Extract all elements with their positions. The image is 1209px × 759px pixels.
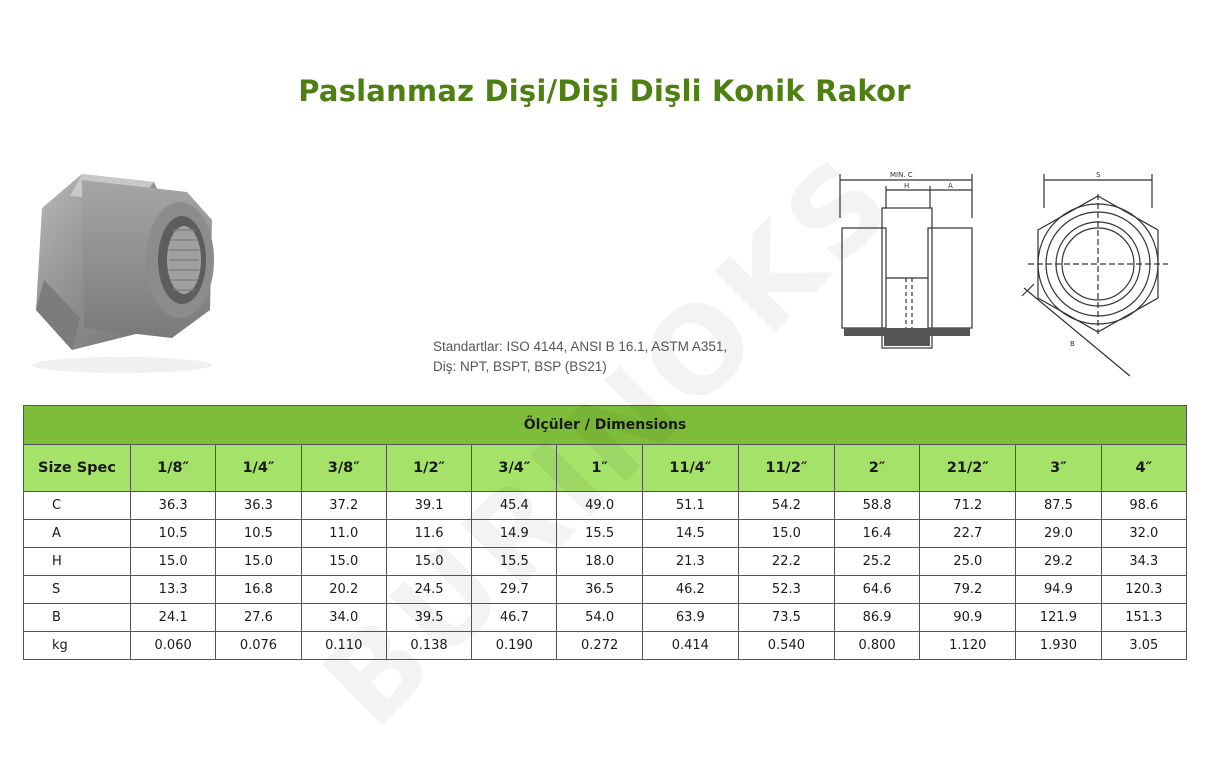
page-title: Paslanmaz Dişi/Dişi Dişli Konik Rakor (298, 74, 911, 108)
row-label: B (24, 604, 131, 632)
table-cell: 34.0 (301, 604, 386, 632)
table-row (24, 604, 1187, 632)
table-cell: 18.0 (557, 548, 642, 576)
table-cell: 15.5 (557, 520, 642, 548)
table-cell: 0.190 (472, 632, 557, 660)
table-cell: 10.5 (216, 520, 301, 548)
size-header: 3/4″ (472, 445, 557, 492)
b-label: B (1070, 340, 1075, 348)
table-cell: 34.3 (1101, 548, 1186, 576)
table-cell: 39.5 (386, 604, 471, 632)
table-cell: 49.0 (557, 492, 642, 520)
table-cell: 11.0 (301, 520, 386, 548)
table-cell: 79.2 (920, 576, 1016, 604)
table-row (24, 492, 1187, 520)
table-cell: 16.8 (216, 576, 301, 604)
table-cell: 10.5 (131, 520, 216, 548)
table-cell: 0.414 (642, 632, 738, 660)
table-cell: 0.138 (386, 632, 471, 660)
table-cell: 0.060 (131, 632, 216, 660)
size-header: 11/4″ (642, 445, 738, 492)
table-cell: 0.800 (834, 632, 919, 660)
size-header: 1/8″ (131, 445, 216, 492)
table-cell: 22.7 (920, 520, 1016, 548)
table-cell: 73.5 (738, 604, 834, 632)
table-cell: 0.540 (738, 632, 834, 660)
size-header: 11/2″ (738, 445, 834, 492)
table-cell: 36.5 (557, 576, 642, 604)
table-cell: 16.4 (834, 520, 919, 548)
table-caption: Ölçüler / Dimensions (24, 406, 1187, 445)
table-row (24, 548, 1187, 576)
thread-types-line: Diş: NPT, BSPT, BSP (BS21) (433, 359, 607, 374)
table-cell: 15.5 (472, 548, 557, 576)
table-cell: 36.3 (131, 492, 216, 520)
table-cell: 32.0 (1101, 520, 1186, 548)
s-label: S (1096, 171, 1101, 179)
row-label: S (24, 576, 131, 604)
table-cell: 63.9 (642, 604, 738, 632)
table-cell: 21.3 (642, 548, 738, 576)
size-header: 1/4″ (216, 445, 301, 492)
min-c-label: MIN. C (890, 171, 913, 179)
table-cell: 46.7 (472, 604, 557, 632)
table-cell: 71.2 (920, 492, 1016, 520)
table-cell: 11.6 (386, 520, 471, 548)
table-cell: 15.0 (131, 548, 216, 576)
table-cell: 3.05 (1101, 632, 1186, 660)
table-cell: 20.2 (301, 576, 386, 604)
table-cell: 52.3 (738, 576, 834, 604)
size-header: 3/8″ (301, 445, 386, 492)
table-cell: 90.9 (920, 604, 1016, 632)
dimensions-table (23, 405, 1187, 660)
table-cell: 24.5 (386, 576, 471, 604)
table-cell: 15.0 (738, 520, 834, 548)
h-label: H (904, 182, 910, 190)
table-cell: 54.2 (738, 492, 834, 520)
table-cell: 45.4 (472, 492, 557, 520)
table-cell: 13.3 (131, 576, 216, 604)
table-cell: 25.2 (834, 548, 919, 576)
table-row (24, 576, 1187, 604)
size-header: 21/2″ (920, 445, 1016, 492)
table-cell: 15.0 (386, 548, 471, 576)
table-cell: 36.3 (216, 492, 301, 520)
standards-text (433, 337, 727, 377)
table-cell: 64.6 (834, 576, 919, 604)
row-label: kg (24, 632, 131, 660)
table-body (24, 492, 1187, 660)
table-cell: 0.110 (301, 632, 386, 660)
table-cell: 94.9 (1016, 576, 1101, 604)
product-photo (22, 160, 222, 380)
table-cell: 151.3 (1101, 604, 1186, 632)
size-header: 2″ (834, 445, 919, 492)
front-view-drawing (1018, 168, 1176, 388)
table-cell: 120.3 (1101, 576, 1186, 604)
table-cell: 0.076 (216, 632, 301, 660)
table-cell: 24.1 (131, 604, 216, 632)
table-cell: 25.0 (920, 548, 1016, 576)
table-cell: 98.6 (1101, 492, 1186, 520)
row-label: C (24, 492, 131, 520)
a-label: A (948, 182, 953, 190)
table-cell: 51.1 (642, 492, 738, 520)
table-cell: 58.8 (834, 492, 919, 520)
standards-line: Standartlar: ISO 4144, ANSI B 16.1, ASTM A351, (433, 339, 728, 354)
table-cell: 121.9 (1016, 604, 1101, 632)
size-header: 1/2″ (386, 445, 471, 492)
size-row (24, 445, 1187, 492)
table-cell: 87.5 (1016, 492, 1101, 520)
table-row (24, 520, 1187, 548)
table-cell: 22.2 (738, 548, 834, 576)
row-label: A (24, 520, 131, 548)
table-cell: 37.2 (301, 492, 386, 520)
size-header: 4″ (1101, 445, 1186, 492)
table-cell: 1.120 (920, 632, 1016, 660)
table-cell: 54.0 (557, 604, 642, 632)
table-cell: 0.272 (557, 632, 642, 660)
table-cell: 15.0 (216, 548, 301, 576)
table-row (24, 632, 1187, 660)
size-header: 3″ (1016, 445, 1101, 492)
table-cell: 39.1 (386, 492, 471, 520)
table-cell: 14.5 (642, 520, 738, 548)
table-cell: 27.6 (216, 604, 301, 632)
table-cell: 86.9 (834, 604, 919, 632)
table-cell: 14.9 (472, 520, 557, 548)
row-label: H (24, 548, 131, 576)
table-cell: 15.0 (301, 548, 386, 576)
table-cell: 46.2 (642, 576, 738, 604)
size-header: 1″ (557, 445, 642, 492)
side-view-drawing (830, 168, 980, 368)
size-spec-header: Size Spec (24, 445, 131, 492)
table-cell: 29.2 (1016, 548, 1101, 576)
table-cell: 29.7 (472, 576, 557, 604)
table-cell: 1.930 (1016, 632, 1101, 660)
table-cell: 29.0 (1016, 520, 1101, 548)
